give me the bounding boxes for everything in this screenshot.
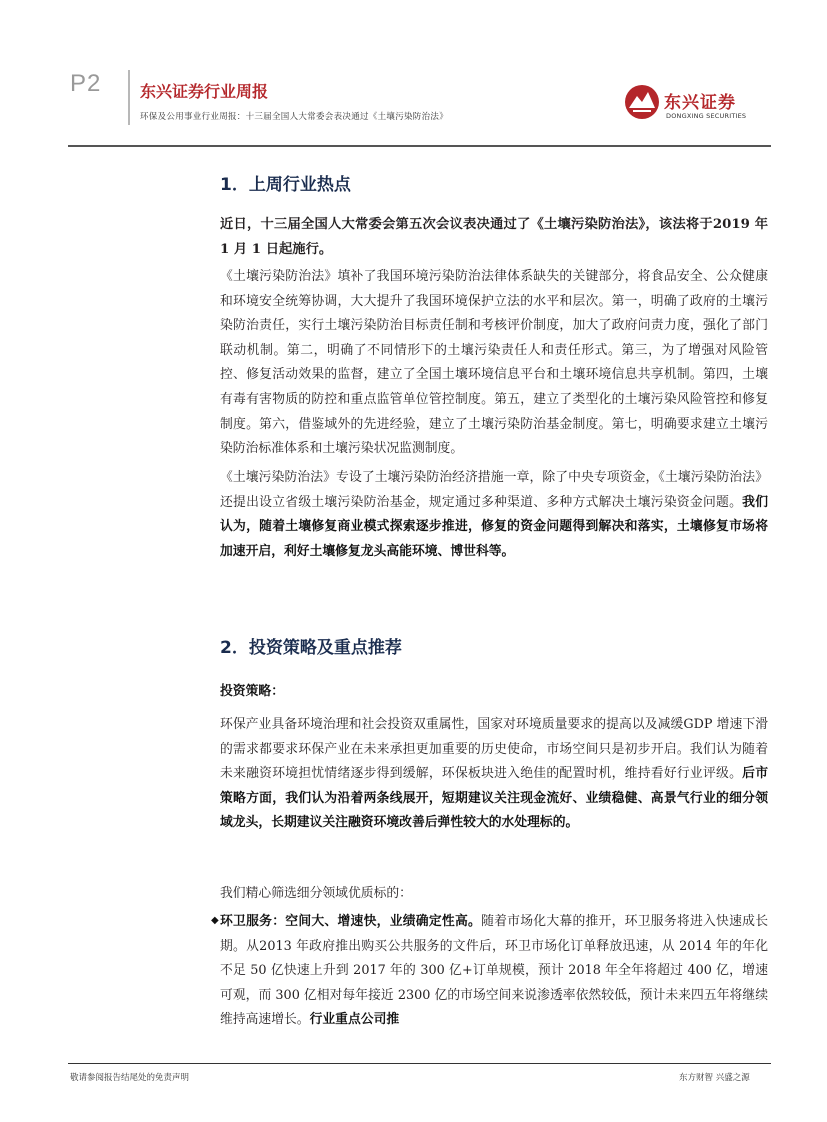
section-1-paragraph-2-conclusion: 我们认为，随着土壤修复商业模式探索逐步推进，修复的资金问题得到解决和落实，土壤修复市场将加速开启，利好土壤修复龙头高能环境、博世科等。	[220, 494, 769, 559]
bullet-sanitation-title: 环卫服务：空间大、增速快，业绩确定性高。	[220, 914, 482, 929]
strategy-label	[220, 680, 768, 705]
section-1-heading: 1．上周行业热点	[220, 175, 351, 195]
footer-slogan: 东方财智 兴盛之源	[679, 1073, 750, 1083]
section-1-lead: 近日，十三届全国人大常委会第五次会议表决通过了《土壤污染防治法》，该法将于2019 年 1 月 1 日起施行。	[220, 217, 768, 257]
page-number: P2	[70, 70, 102, 97]
bullet-sanitation-text: 随着市场化大幕的推开，环卫服务将进入快速成长期。从2013 年政府推出购买公共服务的文件后，环卫市场化订单释放迅速，从 2014 年的年化不足 50 亿快速上升到 2017 年的 300 亿+订单规模，预计 2018 年全年将超过 400 亿，增速可观，而 300 亿相对每年接近 2300 亿的市场空间来说渗透率依然较低，预计未来四五年将继续维持高速增长。	[220, 914, 769, 1028]
section-2-heading: 2．投资策略及重点推荐	[220, 638, 402, 658]
footer-disclaimer-note: 敬请参阅报告结尾处的免责声明	[70, 1073, 190, 1083]
logo-name: 东兴证券	[664, 93, 736, 113]
bullet-sanitation-services	[220, 910, 768, 1033]
strategy-paragraph-conclusion: 后市策略方面，我们认为沿着两条线展开，短期建议关注现金流好、业绩稳健、高景气行业的细分领域龙头，长期建议关注融资环境改善后弹性较大的水处理标的。	[220, 766, 769, 831]
section-1-paragraph-2	[220, 466, 768, 564]
section-1-paragraph-1: 《土壤污染防治法》填补了我国环境污染防治法律体系缺失的关键部分，将食品安全、公众健康和环境安全统筹协调，大大提升了我国环境保护立法的水平和层次。第一，明确了政府的土壤污染防治责任，实行土壤污染防治目标责任制和考核评价制度，加大了政府问责力度，强化了部门联动机制。第二，明确了不同情形下的土壤污染责任人和责任形式。第三，为了增强对风险管控、修复活动效果的监督，建立了全国土壤环境信息平台和土壤环境信息共享机制。第四，土壤有毒有害物质的防控和重点监管单位管控制度。第五，建立了类型化的土壤污染风险管控和修复制度。第六，借鉴域外的先进经验，建立了土壤污染防治基金制度。第七，明确要求建立土壤污染防治标准体系和土壤污染状况监测制度。	[220, 269, 768, 457]
picks-intro: 我们精心筛选细分领域优质标的：	[220, 886, 412, 901]
bullet-icon: ◆	[211, 915, 219, 926]
footer-rule	[68, 1063, 771, 1064]
report-series-title: 东兴证券行业周报	[140, 82, 269, 101]
logo-mark-icon	[624, 82, 660, 122]
header-divider	[128, 70, 130, 125]
logo-english-name: DONGXING SECURITIES	[666, 112, 747, 120]
section-1-paragraph-2-text: 《土壤污染防治法》专设了土壤污染防治经济措施一章，除了中央专项资金，《土壤污染防治法》还提出设立省级土壤污染防治基金，规定通过多种渠道、多种方式解决土壤污染资金问题。	[220, 470, 768, 510]
strategy-paragraph	[220, 713, 768, 836]
report-subtitle: 环保及公用事业行业周报：十三届全国人大常委会表决通过《土壤污染防治法》	[140, 112, 449, 122]
strategy-paragraph-text: 环保产业具备环境治理和社会投资双重属性，国家对环境质量要求的提高以及减缓GDP 增速下滑的需求都要求环保产业在未来承担更加重要的历史使命，市场空间只是初步开启。我们认为随着未来融资环境担忧情绪逐步得到缓解，环保板块进入绝佳的配置时机，维持看好行业评级。	[220, 717, 768, 782]
header-rule	[68, 145, 771, 147]
strategy-label-text: 投资策略：	[220, 684, 284, 699]
bullet-sanitation-tail: 行业重点公司推	[309, 1012, 400, 1028]
company-logo	[624, 80, 764, 128]
